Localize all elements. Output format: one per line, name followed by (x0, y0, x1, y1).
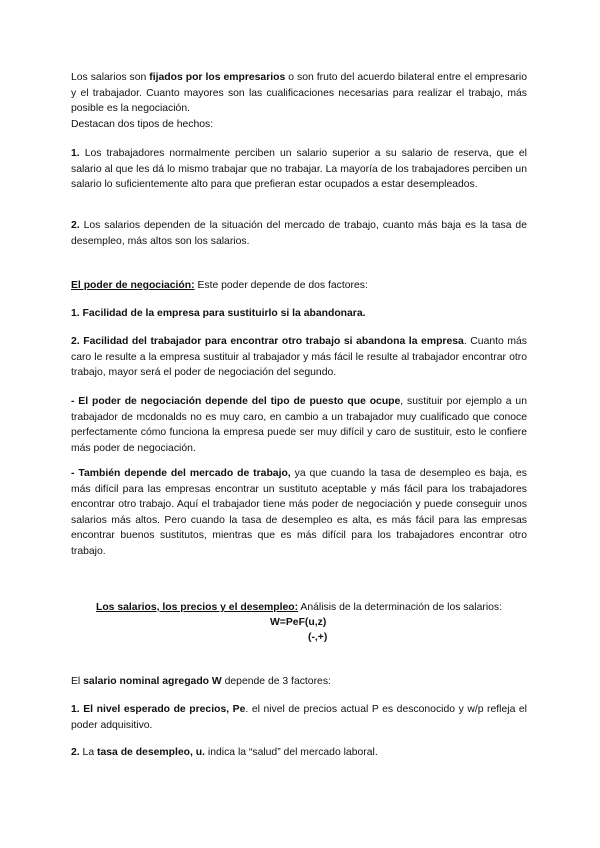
nominal-paragraph (71, 674, 527, 690)
nominal-bold: salario nominal agregado W (83, 676, 222, 687)
formula-signs: (-,+) (308, 632, 328, 643)
mercado-text: ya que cuando la tasa de desempleo es baja, es más difícil para las empresas encontrar un sustituto aceptable y más fácil para los trabajadores encontrar otro trabajo. Aquí el trabajador tiene más poder de negociación y puede conseguir unos salarios más altos. Pero cuando la tasa de desempleo es alta, es más fácil para las empresas encontrar buenos sustitutos, mientras que es más difícil para los trabajadores encontrar otro trabajo. (71, 468, 527, 557)
section-heading: Los salarios, los precios y el desempleo: (95, 602, 299, 613)
nominal-factor-2-bold: tasa de desempleo, u. (97, 747, 206, 758)
fact-1-paragraph (71, 146, 527, 193)
factor-1-text: 1. Facilidad de la empresa para sustituirlo si la abandonara. (71, 308, 366, 319)
nominal-factor-1-bold: 1. El nivel esperado de precios, Pe (71, 704, 246, 715)
nominal-text-2: depende de 3 factores: (221, 676, 331, 687)
fact-1-text: Los trabajadores normalmente perciben un salario superior a su salario de reserva, que el salario al que les dá lo mismo trabajar que no trabajar. La mayoría de los trabajadores perciben un salario lo suficientemente alto para que prefieran estar ocupados a estar desempleados. (71, 148, 527, 190)
poder-heading: El poder de negociación: (71, 280, 195, 291)
section-heading-line (60, 600, 538, 616)
mercado-paragraph (71, 466, 527, 559)
intro-text-3: Destacan dos tipos de hechos: (71, 118, 214, 130)
wage-formula: W=PeF(u,z) (270, 617, 327, 628)
puesto-text: , sustituir por ejemplo a un trabajador de mcdonalds no es muy caro, en cambio a un trabajador muy cualificado que conoce perfectamente cómo funciona la empresa puede ser muy difícil y caro de sustituir, esto le confiere más poder de negociación. (71, 396, 527, 454)
intro-paragraph (71, 70, 527, 132)
fact-2-text: Los salarios dependen de la situación del mercado de trabajo, cuanto más baja es la tasa de desempleo, más altos son los salarios. (71, 220, 527, 247)
nominal-text-1: El (71, 676, 84, 687)
factor-2-paragraph (71, 334, 527, 381)
nominal-factor-2-paragraph (71, 745, 527, 761)
intro-text-1: Los salarios son (71, 72, 150, 83)
intro-text-2: o son fruto del acuerdo bilateral entre el empresario y el trabajador. Cuanto mayores son las cualificaciones necesarias para realizar el trabajo, más posible es la negociación. (71, 72, 527, 114)
fact-1-number: 1. (71, 148, 80, 159)
nominal-factor-2-text-2: indica la “salud” del mercado laboral. (205, 747, 378, 758)
nominal-factor-1-paragraph (71, 702, 527, 733)
mercado-bold: - También depende del mercado de trabajo, (71, 468, 291, 479)
nominal-factor-2-text-1: La (79, 747, 98, 758)
puesto-paragraph (71, 394, 527, 456)
nominal-factor-2-number: 2. (71, 747, 80, 758)
section-text: Análisis de la determinación de los salarios: (298, 602, 502, 613)
fact-2-paragraph (71, 218, 527, 249)
factor-1-paragraph (71, 306, 527, 322)
poder-paragraph (71, 278, 527, 294)
fact-2-number: 2. (71, 220, 80, 231)
poder-text: Este poder depende de dos factores: (194, 280, 368, 291)
nominal-factor-1-text: . el nivel de precios actual P es desconocido y w/p refleja el poder adquisitivo. (71, 704, 527, 731)
puesto-bold: - El poder de negociación depende del tipo de puesto que ocupe (71, 396, 401, 407)
factor-2-text: . Cuanto más caro le resulte a la empresa sustituir al trabajador y más fácil le resulte al trabajador encontrar otro trabajo, mayor será el poder de negociación del segundo. (71, 336, 528, 378)
intro-bold: fijados por los empresarios (149, 72, 286, 83)
factor-2-bold: 2. Facilidad del trabajador para encontrar otro trabajo si abandona la empresa (71, 336, 464, 347)
